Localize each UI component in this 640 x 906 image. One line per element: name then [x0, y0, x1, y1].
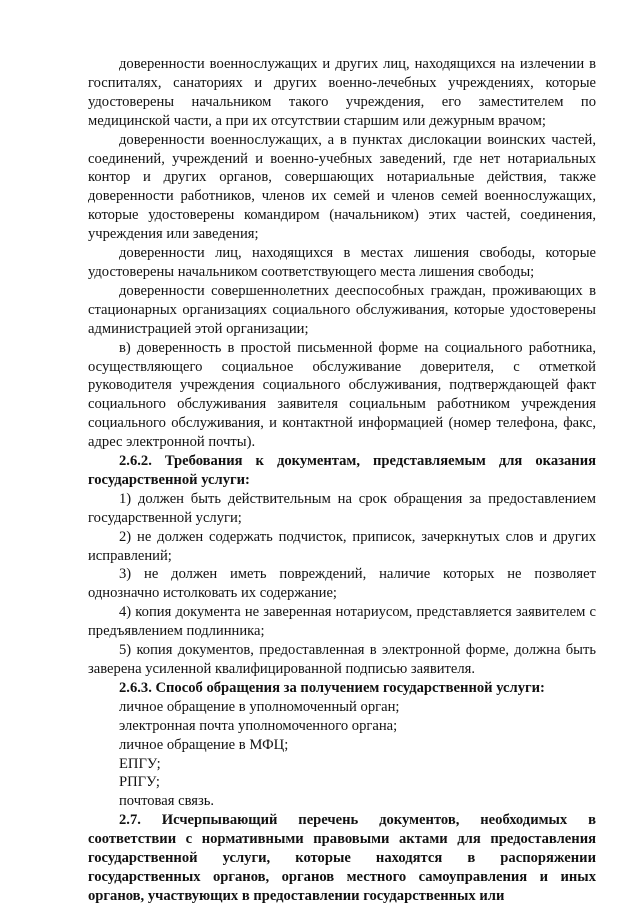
list-item: 5) копия документов, предоставленная в электронной форме, должна быть заверена усиленной квалифицированной подписью заявителя.: [88, 642, 596, 677]
paragraph: доверенности военнослужащих и других лиц, находящихся на излечении в госпиталях, санаториях и других военно-лечебных учреждениях, которые удостоверены начальником такого учреждения, его заместителем по медицинской части, а при их отсутствии старшим или дежурным врачом;: [88, 56, 596, 129]
paragraph: доверенности лиц, находящихся в местах лишения свободы, которые удостоверены начальником соответствующего места лишения свободы;: [88, 245, 596, 280]
list-item: почтовая связь.: [119, 793, 215, 810]
section-heading-2-6-3: 2.6.3. Способ обращения за получением государственной услуги:: [119, 679, 545, 696]
list-item: 3) не должен иметь повреждений, наличие которых не позволяет однозначно истолковать их содержание;: [88, 566, 596, 602]
list-item: электронная почта уполномоченного органа;: [119, 717, 398, 734]
paragraph: доверенности военнослужащих, а в пунктах дислокации воинских частей, соединений, учреждений и военно-учебных заведений, где нет нотариальных контор и других органов, совершающих нотариальные действия, также доверенности работников, членов их семей и членов семей военнослужащих, которые удостоверены командиром (начальником) этих частей, соединения, учреждения или заведения;: [88, 131, 596, 243]
list-item: ЕПГУ;: [119, 755, 161, 772]
list-item: 4) копия документа не заверенная нотариусом, представляется заявителем с предъявлением подлинника;: [88, 604, 596, 640]
paragraph: в) доверенность в простой письменной форме на социального работника, осуществляющего социальное обслуживание доверителя, с отметкой руководителя учреждения социального обслуживания, подтверждающей факт социального обслуживания заявителя социальным работником учреждения социального обслуживания, и контактной информацией (номер телефона, факс, адрес электронной почты).: [88, 339, 596, 451]
document-page: [88, 55, 596, 906]
list-item: РПГУ;: [119, 774, 160, 791]
list-item: 2) не должен содержать подчисток, приписок, зачеркнутых слов и других исправлений;: [88, 528, 596, 564]
list-item: личное обращение в МФЦ;: [119, 736, 289, 753]
section-heading-2-6-2: 2.6.2. Требования к документам, представляемым для оказания государственной услуги:: [88, 453, 596, 488]
section-heading-2-7: 2.7. Исчерпывающий перечень документов, необходимых в соответствии с нормативными правовыми актами для предоставления государственной услуги, которые находятся в распоряжении государственных органов, органов местного самоуправления и иных органов, участвующих в предоставлении государственных или: [88, 812, 596, 904]
list-item: 1) должен быть действительным на срок обращения за предоставлением государственной услуги;: [88, 490, 596, 526]
list-item: личное обращение в уполномоченный орган;: [119, 698, 400, 715]
paragraph: доверенности совершеннолетних дееспособных граждан, проживающих в стационарных организациях социального обслуживания, которые удостоверены администрацией этой организации;: [88, 282, 596, 337]
